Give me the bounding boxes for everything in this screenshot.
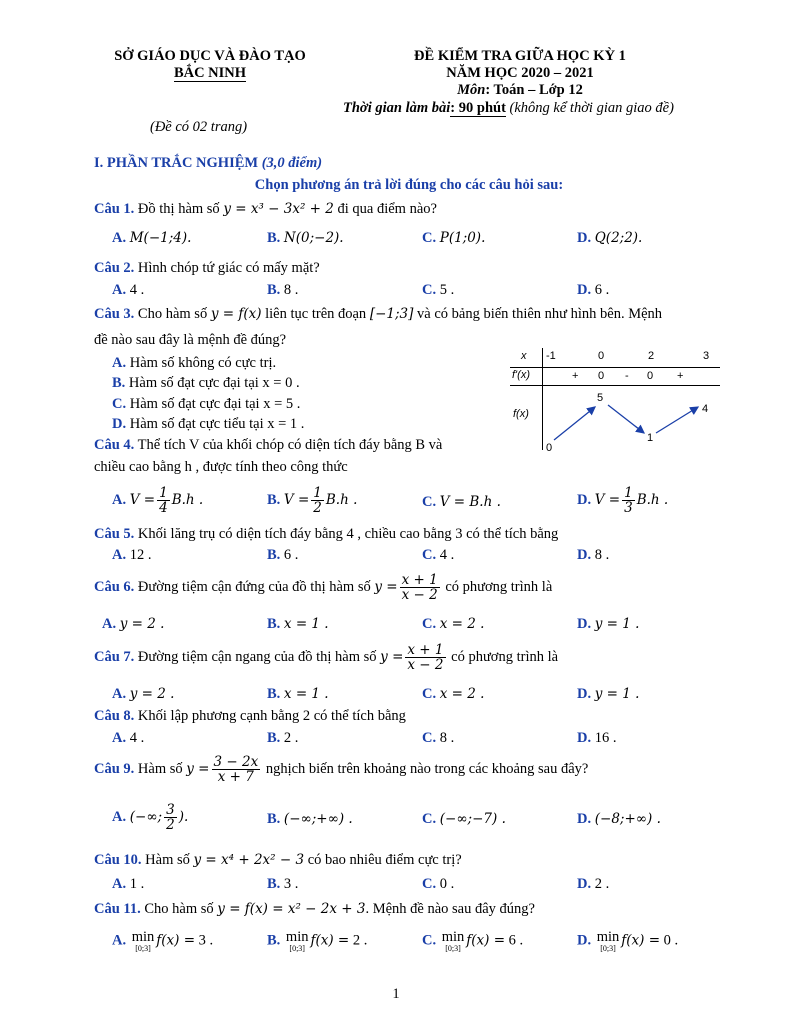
table-f-value: 5 xyxy=(597,392,604,404)
q5-text: Khối lăng trụ có diện tích đáy bằng 4 , chiều cao bằng 3 có thể tích bằng xyxy=(137,526,559,542)
q2-option-c[interactable] xyxy=(422,282,454,299)
q5-c-letter: C. xyxy=(422,547,437,563)
q10-label: Câu 10. xyxy=(94,852,142,868)
q10-b-letter: B. xyxy=(267,876,281,892)
q3-a-text: Hàm số không có cực trị. xyxy=(129,355,277,371)
q8-option-a[interactable] xyxy=(112,730,144,747)
q4-option-c[interactable] xyxy=(422,494,501,511)
q2-a-letter: A. xyxy=(112,282,127,298)
q9-text: Hàm số xyxy=(137,761,183,777)
arrow-up-2 xyxy=(656,407,698,433)
q6-text: Đường tiệm cận đứng của đồ thị hàm số xyxy=(137,579,371,595)
q1-text: Đồ thị hàm số xyxy=(137,201,220,217)
q9-a-letter: A. xyxy=(112,809,127,825)
pages-note: (Đề có 02 trang) xyxy=(150,119,248,135)
q4-option-d[interactable] xyxy=(577,486,668,515)
q6-tail: có phương trình là xyxy=(445,579,553,595)
q7-option-d[interactable] xyxy=(577,686,639,703)
question-2 xyxy=(94,260,320,277)
q11-d-value: 0 . xyxy=(663,932,679,949)
table-f-value: 4 xyxy=(702,403,709,415)
q9-tail: nghịch biến trên khoảng nào trong các khoảng sau đây? xyxy=(265,761,589,777)
question-9: Câu 9. Hàm số y = $\frac{3 - 2x}{x + 7}$ nghịch biến trên khoảng nào trong các khoảng sau đây? xyxy=(94,754,589,786)
q2-label: Câu 2. xyxy=(94,260,135,276)
q7-option-b[interactable] xyxy=(267,686,329,703)
q1-tail: đi qua điểm nào? xyxy=(337,201,437,217)
q8-d-letter: D. xyxy=(577,730,592,746)
question-5 xyxy=(94,526,558,543)
table-x-value: 0 xyxy=(598,350,605,362)
q3-interval: [−1;3] xyxy=(369,306,414,322)
q6-option-a[interactable] xyxy=(102,616,164,633)
q2-c-text: 5 . xyxy=(439,282,455,298)
q8-d-text: 16 . xyxy=(594,730,617,746)
q11-b-value: 2 . xyxy=(352,932,368,949)
q4-a-fraction xyxy=(157,486,170,515)
section-title xyxy=(94,155,322,172)
q9-num: 3 − 2x xyxy=(213,754,259,770)
q5-b-letter: B. xyxy=(267,547,281,563)
q10-option-a[interactable] xyxy=(112,876,144,893)
q2-a-text: 4 . xyxy=(129,282,145,298)
q4-line2: chiều cao bằng h , được tính theo công thức xyxy=(94,459,348,475)
q10-text: Hàm số xyxy=(145,852,190,868)
q7-a-letter: A. xyxy=(112,686,127,702)
time-note: (không kể thời gian giao đề) xyxy=(505,100,674,116)
q11-label: Câu 11. xyxy=(94,901,141,917)
q9-label: Câu 9. xyxy=(94,761,135,777)
q11-option-d[interactable] xyxy=(577,930,678,953)
q9-b-letter: B. xyxy=(267,811,281,827)
q4-option-a[interactable] xyxy=(112,486,203,515)
q11-formula: y = f(x) = x² − 2x + 3 xyxy=(217,901,366,917)
q8-option-b[interactable] xyxy=(267,730,298,747)
q1-formula: y = x³ − 3x² + 2 xyxy=(223,201,334,217)
q11-b-letter: B. xyxy=(267,932,281,949)
q1-option-d[interactable] xyxy=(577,230,642,247)
q6-d-text: y = 1 . xyxy=(594,616,640,632)
q11-c-min-word: min xyxy=(441,929,465,945)
q11-b-min xyxy=(286,930,309,953)
q4-d-den: 3 xyxy=(624,500,633,517)
q6-a-letter: A. xyxy=(102,616,117,632)
q3-d-text: Hàm số đạt cực tiểu tại x = 1 . xyxy=(129,416,305,432)
q1-c-letter: C. xyxy=(422,230,437,246)
q10-tail: có bao nhiêu điểm cực trị? xyxy=(307,852,462,868)
section-instruction: Chọn phương án trả lời đúng cho các câu hỏi sau: xyxy=(254,177,564,193)
q5-a-letter: A. xyxy=(112,547,127,563)
q4-b-fraction xyxy=(311,486,324,515)
q7-c-letter: C. xyxy=(422,686,437,702)
q3-option-a[interactable] xyxy=(112,355,276,372)
q10-d-letter: D. xyxy=(577,876,592,892)
q7-c-text: x = 2 . xyxy=(439,686,485,702)
q11-c-min xyxy=(442,930,465,953)
q3-tail: và có bảng biến thiên như hình bên. Mệnh xyxy=(417,306,663,322)
province-text: BẮC NINH xyxy=(173,65,247,81)
q1-label: Câu 1. xyxy=(94,201,135,217)
q11-b-fx: f(x) = xyxy=(310,932,350,949)
q4-option-b[interactable] xyxy=(267,486,357,515)
q1-option-a[interactable] xyxy=(112,230,191,247)
q3-formula: y = f(x) xyxy=(210,306,262,322)
q3-b-letter: B. xyxy=(112,375,126,391)
q7-d-letter: D. xyxy=(577,686,592,702)
q8-option-d[interactable] xyxy=(577,730,616,747)
q11-b-min-word: min xyxy=(285,929,309,945)
q7-option-c[interactable] xyxy=(422,686,484,703)
q11-b-sub: [0;3] xyxy=(289,943,305,953)
q7-text: Đường tiệm cận ngang của đồ thị hàm số xyxy=(137,649,377,665)
arrow-up-1 xyxy=(554,407,595,440)
q11-d-letter: D. xyxy=(577,932,592,949)
q3-b-text: Hàm số đạt cực đại tại x = 0 . xyxy=(128,375,300,391)
q4-d-fraction xyxy=(622,486,635,515)
q4-d-num: 1 xyxy=(624,485,633,501)
q3-c-text: Hàm số đạt cực đại tại x = 5 . xyxy=(129,396,301,412)
q5-option-b[interactable] xyxy=(267,547,298,564)
q1-option-c[interactable] xyxy=(422,230,485,247)
q11-c-value: 6 . xyxy=(508,932,524,949)
q11-c-fx: f(x) = xyxy=(466,932,506,949)
q7-label: Câu 7. xyxy=(94,649,135,665)
q4-text: Thể tích V của khối chóp có diện tích đáy bằng B và xyxy=(137,437,443,453)
q9-option-d[interactable] xyxy=(577,811,661,828)
q8-b-text: 2 . xyxy=(283,730,299,746)
q9-fraction xyxy=(212,755,261,784)
q9-d-text: (−8;+∞) . xyxy=(594,811,661,827)
q6-c-text: x = 2 . xyxy=(439,616,485,632)
q6-option-c[interactable] xyxy=(422,616,484,633)
variation-arrows xyxy=(540,385,725,455)
q8-option-c[interactable] xyxy=(422,730,454,747)
q4-a-prefix: V = xyxy=(129,492,156,508)
q2-d-text: 6 . xyxy=(594,282,610,298)
question-7: Câu 7. Đường tiệm cận ngang của đồ thị hàm số y = $\frac{x + 1}{x - 2}$ có phương trình là xyxy=(94,642,559,674)
q11-d-fx: f(x) = xyxy=(621,932,661,949)
q4-a-suffix: B.h . xyxy=(171,492,204,508)
q5-option-d[interactable] xyxy=(577,547,609,564)
q11-option-a[interactable] xyxy=(112,930,213,953)
table-x-value: 2 xyxy=(648,350,655,362)
q5-d-text: 8 . xyxy=(594,547,610,563)
q11-c-letter: C. xyxy=(422,932,437,949)
question-4 xyxy=(94,437,442,454)
table-f-value: 0 xyxy=(546,442,553,454)
q11-a-value: 3 . xyxy=(198,932,214,949)
q6-option-d[interactable] xyxy=(577,616,639,633)
question-6: Câu 6. Đường tiệm cận đứng của đồ thị hàm số y = $\frac{x + 1}{x - 2}$ có phương trình là xyxy=(94,572,553,604)
table-sign: 0 xyxy=(598,370,605,382)
q1-c-text: P(1;0). xyxy=(439,230,486,246)
subject-line xyxy=(380,82,660,99)
q4-b-suffix: B.h . xyxy=(325,492,358,508)
province-name xyxy=(92,65,328,82)
q1-a-text: M(−1;4). xyxy=(129,230,192,246)
q2-c-letter: C. xyxy=(422,282,437,298)
q6-d-letter: D. xyxy=(577,616,592,632)
q4-a-letter: A. xyxy=(112,492,127,508)
q11-a-sub: [0;3] xyxy=(135,943,151,953)
q7-a-text: y = 2 . xyxy=(129,686,175,702)
q10-a-letter: A. xyxy=(112,876,127,892)
q11-a-min-word: min xyxy=(131,929,155,945)
q9-b-text: (−∞;+∞) . xyxy=(283,811,353,827)
q4-d-letter: D. xyxy=(577,492,592,508)
q10-formula: y = x⁴ + 2x² − 3 xyxy=(193,852,305,868)
table-sign: + xyxy=(677,370,684,382)
q1-b-letter: B. xyxy=(267,230,281,246)
q4-c-letter: C. xyxy=(422,494,437,510)
q11-tail: . Mệnh đề nào sau đây đúng? xyxy=(365,901,535,917)
q2-option-d[interactable] xyxy=(577,282,609,299)
q1-option-b[interactable] xyxy=(267,230,344,247)
q3-text: Cho hàm số xyxy=(137,306,208,322)
q10-option-b[interactable] xyxy=(267,876,298,893)
q11-option-b[interactable] xyxy=(267,930,367,953)
q9-option-a[interactable]: A. (−∞; $\frac{3}{2}$ ). xyxy=(112,802,189,834)
exam-title: ĐỀ KIỂM TRA GIỮA HỌC KỲ 1 xyxy=(414,48,626,64)
table-fprime-label: f'(x) xyxy=(512,369,530,381)
q9-den: x + 7 xyxy=(217,769,254,786)
table-x-value: -1 xyxy=(546,350,556,362)
subject-value: : Toán – Lớp 12 xyxy=(485,82,583,98)
q11-text: Cho hàm số xyxy=(144,901,214,917)
q2-option-b[interactable] xyxy=(267,282,298,299)
question-8 xyxy=(94,708,406,725)
q8-text: Khối lập phương cạnh bằng 2 có thể tích bằng xyxy=(137,708,406,724)
question-10 xyxy=(94,852,462,869)
q4-b-num: 1 xyxy=(313,485,322,501)
question-11 xyxy=(94,901,535,918)
q2-option-a[interactable] xyxy=(112,282,144,299)
q6-a-text: y = 2 . xyxy=(119,616,165,632)
q10-d-text: 2 . xyxy=(594,876,610,892)
q3-option-c[interactable] xyxy=(112,396,300,413)
q6-option-b[interactable] xyxy=(267,616,329,633)
q5-option-c[interactable] xyxy=(422,547,454,564)
q6-num: x + 1 xyxy=(401,572,438,588)
q9-option-c[interactable] xyxy=(422,811,506,828)
table-f-label: f(x) xyxy=(513,408,529,420)
table-sign: - xyxy=(625,370,629,382)
q8-a-text: 4 . xyxy=(129,730,145,746)
q9-a-prefix: (−∞; xyxy=(129,809,163,825)
q10-option-c[interactable] xyxy=(422,876,454,893)
table-x-value: 3 xyxy=(703,350,710,362)
q7-den: x − 2 xyxy=(407,657,444,674)
question-3 xyxy=(94,306,662,323)
table-sign: 0 xyxy=(647,370,654,382)
q7-tail: có phương trình là xyxy=(451,649,559,665)
q7-num: x + 1 xyxy=(407,642,444,658)
q1-a-letter: A. xyxy=(112,230,127,246)
q1-d-text: Q(2;2). xyxy=(594,230,643,246)
q11-a-letter: A. xyxy=(112,932,127,949)
q3-a-letter: A. xyxy=(112,355,127,371)
q5-option-a[interactable] xyxy=(112,547,151,564)
q8-label: Câu 8. xyxy=(94,708,135,724)
q4-b-letter: B. xyxy=(267,492,281,508)
school-year: NĂM HỌC 2020 – 2021 xyxy=(446,65,594,81)
q10-a-text: 1 . xyxy=(129,876,145,892)
q5-d-letter: D. xyxy=(577,547,592,563)
section-title-text: I. PHẦN TRẮC NGHIỆM xyxy=(94,155,259,171)
q3-line2: đề nào sau đây là mệnh đề đúng? xyxy=(94,332,287,348)
q5-label: Câu 5. xyxy=(94,526,135,542)
q4-label: Câu 4. xyxy=(94,437,135,453)
q6-b-text: x = 1 . xyxy=(283,616,329,632)
time-line xyxy=(343,100,674,117)
q3-c-letter: C. xyxy=(112,396,127,412)
q11-d-min xyxy=(597,930,620,953)
arrow-down xyxy=(608,405,644,433)
q5-c-text: 4 . xyxy=(439,547,455,563)
q11-c-sub: [0;3] xyxy=(445,943,461,953)
q7-option-a[interactable] xyxy=(112,686,174,703)
q2-d-letter: D. xyxy=(577,282,592,298)
q4-c-text: V = B.h . xyxy=(439,494,501,510)
subject-label: Môn xyxy=(457,82,486,98)
q4-a-den: 4 xyxy=(159,500,168,517)
q6-b-letter: B. xyxy=(267,616,281,632)
q4-b-prefix: V = xyxy=(283,492,310,508)
q3-label: Câu 3. xyxy=(94,306,135,322)
time-label: Thời gian làm bài xyxy=(343,100,451,116)
q4-d-prefix: V = xyxy=(594,492,621,508)
q5-a-text: 12 . xyxy=(129,547,152,563)
q11-d-min-word: min xyxy=(596,929,620,945)
q5-b-text: 6 . xyxy=(283,547,299,563)
page-number: 1 xyxy=(392,986,400,1002)
q11-option-c[interactable] xyxy=(422,930,523,953)
q7-b-letter: B. xyxy=(267,686,281,702)
q8-c-text: 8 . xyxy=(439,730,455,746)
q9-option-b[interactable] xyxy=(267,811,353,828)
q2-b-text: 8 . xyxy=(283,282,299,298)
q1-b-text: N(0;−2). xyxy=(283,230,344,246)
q8-a-letter: A. xyxy=(112,730,127,746)
q10-b-text: 3 . xyxy=(283,876,299,892)
q8-c-letter: C. xyxy=(422,730,437,746)
q10-c-text: 0 . xyxy=(439,876,455,892)
q4-b-den: 2 xyxy=(313,500,322,517)
question-1 xyxy=(94,201,437,218)
q7-d-text: y = 1 . xyxy=(594,686,640,702)
q10-c-letter: C. xyxy=(422,876,437,892)
table-f-value: 1 xyxy=(647,432,654,444)
q3-option-b[interactable] xyxy=(112,375,300,392)
q11-a-min xyxy=(132,930,155,953)
section-points: (3,0 điểm) xyxy=(258,155,323,171)
q3-d-letter: D. xyxy=(112,416,127,432)
q9-a-num: 3 xyxy=(166,802,175,818)
q4-d-suffix: B.h . xyxy=(636,492,669,508)
q9-c-letter: C. xyxy=(422,811,437,827)
q3-mid: liên tục trên đoạn xyxy=(265,306,367,322)
table-x-label: x xyxy=(521,350,527,362)
q7-fraction xyxy=(405,643,445,672)
q9-d-letter: D. xyxy=(577,811,592,827)
table-sign: + xyxy=(572,370,579,382)
department-name: SỞ GIÁO DỤC VÀ ĐÀO TẠO xyxy=(114,48,306,64)
q6-c-letter: C. xyxy=(422,616,437,632)
q6-den: x − 2 xyxy=(401,587,438,604)
q6-fraction xyxy=(400,573,440,602)
q9-c-text: (−∞;−7) . xyxy=(439,811,506,827)
q11-d-sub: [0;3] xyxy=(600,943,616,953)
q9-a-den: 2 xyxy=(166,817,175,834)
q9-a-fraction xyxy=(164,803,177,832)
q4-a-num: 1 xyxy=(159,485,168,501)
q3-option-d[interactable] xyxy=(112,416,304,433)
q10-option-d[interactable] xyxy=(577,876,609,893)
time-value: : 90 phút xyxy=(450,100,506,116)
q11-a-fx: f(x) = xyxy=(156,932,196,949)
q6-label: Câu 6. xyxy=(94,579,135,595)
q2-text: Hình chóp tứ giác có mấy mặt? xyxy=(137,260,320,276)
q7-b-text: x = 1 . xyxy=(283,686,329,702)
q8-b-letter: B. xyxy=(267,730,281,746)
q2-b-letter: B. xyxy=(267,282,281,298)
q1-d-letter: D. xyxy=(577,230,592,246)
